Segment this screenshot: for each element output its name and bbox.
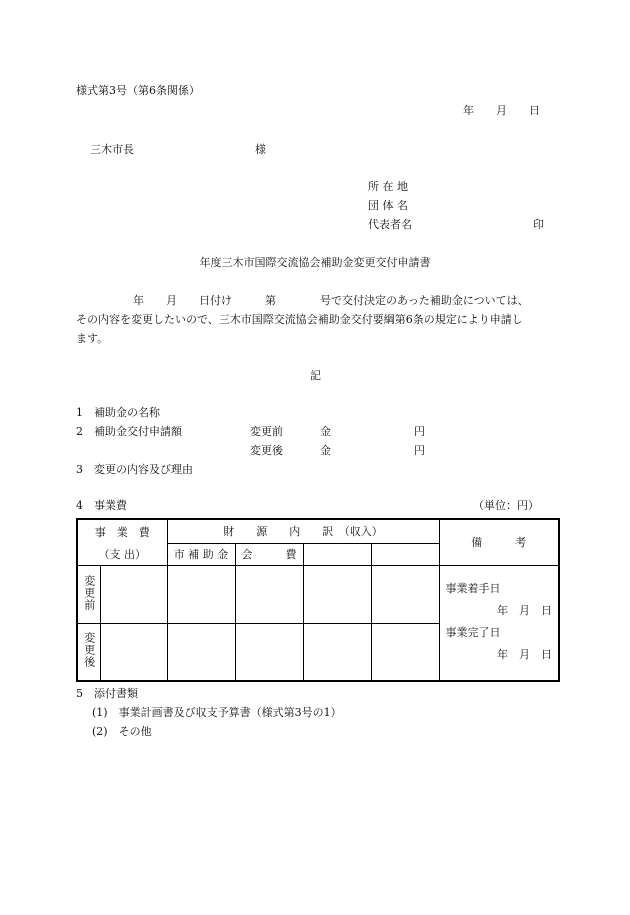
end-date-label: 事業完了日 — [445, 625, 501, 639]
attachment-1: (1) 事業計画書及び収支予算書（様式第3号の1） — [92, 706, 342, 719]
item-2-application-amount: 2 補助金交付申請額 — [76, 425, 182, 438]
ki-mark: 記 — [310, 369, 321, 382]
remarks-dates — [439, 565, 559, 681]
seal-mark: 印 — [533, 218, 544, 231]
document-title: 年度三木市国際交流協会補助金変更交付申請書 — [199, 256, 431, 269]
before-kin: 金 — [320, 425, 331, 438]
header-biko: 備 考 — [439, 519, 559, 565]
row-label-before: 変更前 — [77, 565, 100, 623]
cell-before-other-1[interactable] — [303, 565, 371, 623]
cell-before-city-subsidy[interactable] — [167, 565, 235, 623]
cell-after-fee[interactable] — [235, 623, 303, 681]
header-jigyohi: 事 業 費 — [77, 519, 167, 543]
header-blank-1 — [303, 543, 371, 565]
body-paragraph — [76, 291, 558, 348]
addressee-name: 三木市長 — [90, 143, 134, 156]
header-shishutsu: （支 出） — [77, 543, 167, 565]
start-date-label: 事業着手日 — [445, 581, 501, 595]
item-1-subsidy-name: 1 補助金の名称 — [76, 406, 160, 419]
cell-before-expense[interactable] — [100, 565, 167, 623]
before-change-label: 変更前 — [250, 425, 283, 438]
header-zaigen: 財 源 内 訳 （収入） — [167, 519, 439, 543]
after-yen: 円 — [414, 444, 425, 457]
start-date-ymd: 年 月 日 — [497, 603, 552, 617]
cell-before-fee[interactable] — [235, 565, 303, 623]
unit-label: （単位：円） — [473, 499, 539, 512]
cell-before-other-2[interactable] — [371, 565, 439, 623]
submission-date: 年 月 日 — [463, 104, 540, 117]
row-label-after: 変更後 — [77, 623, 100, 681]
header-city-subsidy: 市 補 助 金 — [167, 543, 235, 565]
attachment-2: (2) その他 — [92, 725, 152, 738]
cell-after-other-2[interactable] — [371, 623, 439, 681]
form-number: 様式第3号（第6条関係） — [76, 84, 200, 97]
before-yen: 円 — [414, 425, 425, 438]
body-line-3: ます。 — [76, 332, 109, 345]
cell-after-city-subsidy[interactable] — [167, 623, 235, 681]
item-4-project-cost: 4 事業費 — [76, 499, 127, 512]
group-name-label: 団 体 名 — [368, 199, 408, 212]
header-membership-fee: 会 費 — [235, 543, 303, 565]
address-label: 所 在 地 — [368, 180, 408, 193]
addressee-honorific: 様 — [255, 143, 266, 156]
end-date-ymd: 年 月 日 — [497, 647, 552, 661]
project-cost-table — [76, 518, 560, 682]
header-blank-2 — [371, 543, 439, 565]
after-change-label: 変更後 — [250, 444, 283, 457]
body-line-2: その内容を変更したいので、三木市国際交流協会補助金交付要綱第6条の規定により申請し — [76, 313, 523, 326]
body-line-1: 年 月 日付け 第 号で交付決定のあった補助金については、 — [133, 294, 529, 307]
item-5-attachments: 5 添付書類 — [76, 687, 138, 700]
representative-label: 代表者名 — [368, 218, 412, 231]
item-3-change-reason: 3 変更の内容及び理由 — [76, 463, 193, 476]
cell-after-expense[interactable] — [100, 623, 167, 681]
after-kin: 金 — [320, 444, 331, 457]
cell-after-other-1[interactable] — [303, 623, 371, 681]
